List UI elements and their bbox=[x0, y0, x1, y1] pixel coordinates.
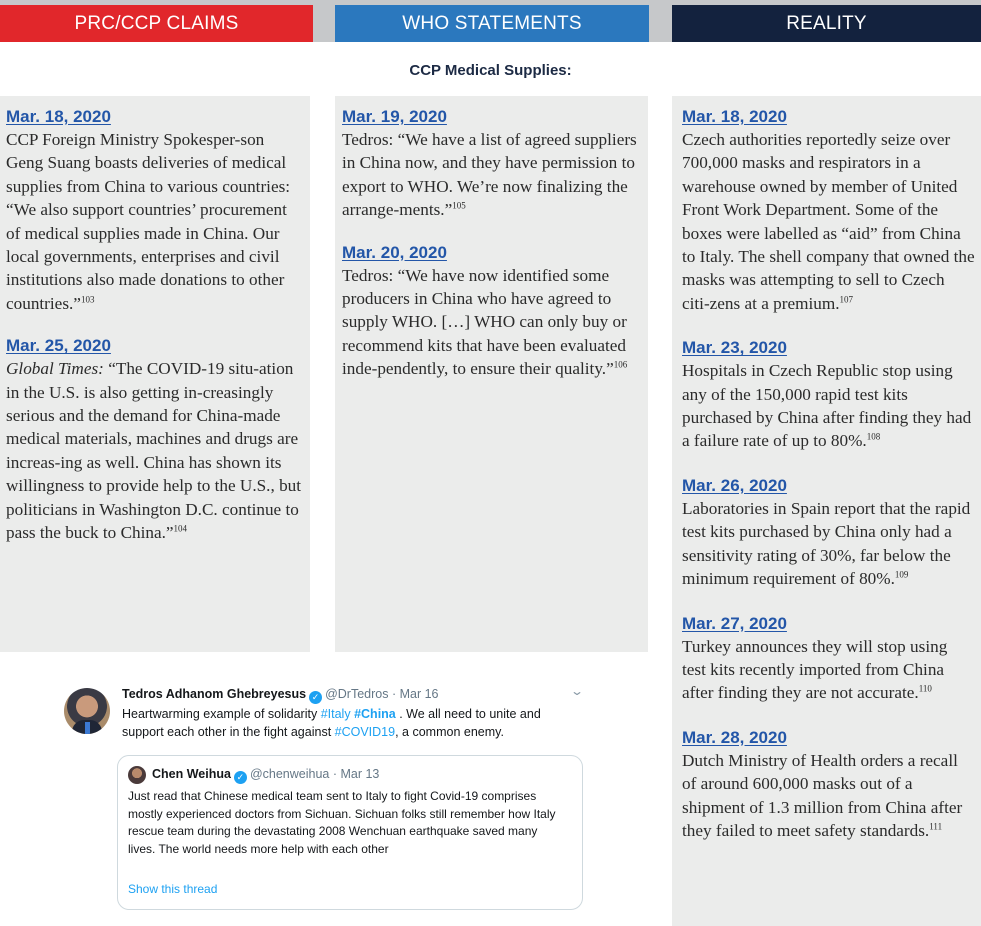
claim-source: Global Times: bbox=[6, 359, 104, 379]
footnote-ref: 103 bbox=[80, 294, 95, 305]
who-entry bbox=[342, 242, 642, 381]
reality-entry bbox=[682, 475, 975, 591]
claim-date-link[interactable]: Mar. 25, 2020 bbox=[6, 336, 111, 356]
tweet-separator: · bbox=[388, 687, 400, 701]
verified-badge-icon: ✓ bbox=[234, 771, 247, 784]
tweet-text: Heartwarming example of solidarity bbox=[122, 707, 321, 721]
who-body: Tedros: “We have a list of agreed suppliers in China now, and they have permission to export to WHO. We’re now finalizing the arrange-ments.” bbox=[342, 130, 637, 220]
footnote-ref: 111 bbox=[929, 821, 943, 832]
reality-date-link[interactable]: Mar. 26, 2020 bbox=[682, 475, 787, 495]
footnote-ref: 109 bbox=[894, 569, 909, 580]
who-body: Tedros: “We have now identified some producers in China who have agreed to supply WHO. […] WHO can only buy or recommend kits that have been evaluated inde-pendently, to ensure their quality.” bbox=[342, 265, 627, 379]
hashtag-link[interactable]: #Italy bbox=[320, 707, 351, 721]
tweet-text: , a common enemy. bbox=[395, 725, 504, 739]
footnote-ref: 107 bbox=[839, 294, 853, 305]
claim-body: “The COVID-19 situ-ation in the U.S. is also getting in-creasingly serious and the demand for China-made medical materials, machines and drugs are increas-ing as well. China has shown its willingness to provide help to the U.S., but politicians in Washington D.C. continue to pass the buck to China.” bbox=[6, 359, 302, 543]
reality-body: Hospitals in Czech Republic stop using any of the 150,000 rapid test kits purchased by China after finding they had a failure rate of up to 80%. bbox=[682, 361, 972, 451]
reality-text bbox=[682, 497, 975, 591]
reality-text bbox=[682, 635, 975, 705]
embedded-tweet bbox=[60, 680, 590, 920]
show-thread-link[interactable]: Show this thread bbox=[128, 882, 218, 896]
tweet-body bbox=[122, 705, 582, 741]
tweet-author-name[interactable]: Tedros Adhanom Ghebreyesus bbox=[122, 687, 307, 701]
reality-body: Laboratories in Spain report that the rapid test kits purchased by China only had a sensitivity rating of 30%, far below the minimum requirement of 80%. bbox=[682, 498, 971, 589]
tweet-separator: · bbox=[329, 767, 341, 781]
claims-panel bbox=[0, 96, 310, 652]
footnote-ref: 108 bbox=[866, 431, 881, 442]
tweet-timestamp[interactable]: Mar 16 bbox=[399, 687, 439, 701]
quoted-author-handle[interactable]: @chenweihua bbox=[249, 767, 330, 781]
quoted-tweet-body: Just read that Chinese medical team sent to Italy to fight Covid-19 comprises mostly experienced doctors from Sichuan. Sichuan folks still remember how Italy rescue team during the devastating 2008 Wenchuan earthquake saved many lives. The world needs more help with each other bbox=[128, 789, 556, 856]
reality-date-link[interactable]: Mar. 18, 2020 bbox=[682, 107, 787, 126]
quoted-author-name[interactable]: Chen Weihua bbox=[152, 767, 231, 781]
who-text bbox=[342, 264, 642, 381]
claim-date-link[interactable]: Mar. 18, 2020 bbox=[6, 107, 111, 126]
chevron-down-icon[interactable]: ⌄ bbox=[569, 684, 585, 698]
reality-date-link[interactable]: Mar. 28, 2020 bbox=[682, 727, 787, 747]
reality-date-link[interactable]: Mar. 23, 2020 bbox=[682, 338, 787, 358]
reality-text bbox=[682, 749, 975, 843]
who-date-link[interactable]: Mar. 20, 2020 bbox=[342, 242, 447, 262]
quoted-tweet-header bbox=[152, 767, 379, 784]
verified-badge-icon: ✓ bbox=[309, 691, 322, 704]
reality-text bbox=[682, 359, 975, 453]
tweet-header bbox=[122, 687, 439, 704]
who-entry bbox=[342, 106, 642, 222]
tweet-text: . We all need to unite and support each other in the fight against bbox=[122, 707, 541, 739]
reality-body: Czech authorities reportedly seize over 700,000 masks and respirators in a warehouse owned by member of United Front Work Department. Some of the boxes were labelled as “aid” from China to Italy. The shell company that owned the masks was attempting to sell to Czech citi-zens at a premium. bbox=[682, 130, 975, 313]
header-reality: REALITY bbox=[672, 5, 981, 42]
reality-entry bbox=[682, 613, 975, 705]
avatar-tie bbox=[85, 722, 90, 734]
footnote-ref: 106 bbox=[613, 359, 628, 370]
quoted-tweet[interactable] bbox=[117, 755, 583, 910]
quoted-avatar[interactable] bbox=[128, 766, 146, 784]
reality-panel bbox=[672, 96, 981, 926]
quoted-timestamp[interactable]: Mar 13 bbox=[340, 767, 380, 781]
hashtag-link[interactable]: #COVID19 bbox=[334, 725, 396, 739]
avatar[interactable] bbox=[64, 688, 110, 734]
reality-text bbox=[682, 128, 975, 315]
hashtag-link[interactable]: #China bbox=[354, 707, 396, 721]
claim-entry bbox=[6, 335, 304, 544]
section-subtitle: CCP Medical Supplies: bbox=[409, 62, 572, 79]
who-date-link[interactable]: Mar. 19, 2020 bbox=[342, 107, 447, 126]
reality-entry bbox=[682, 106, 975, 315]
reality-entry bbox=[682, 337, 975, 453]
claim-entry bbox=[6, 106, 304, 315]
reality-entry bbox=[682, 727, 975, 843]
claim-text bbox=[6, 357, 304, 544]
who-panel bbox=[335, 96, 648, 652]
claim-body: CCP Foreign Ministry Spokesper-son Geng Suang boasts deliveries of medical supplies from China to various countries: “We also support countries’ procurement of medical supplies made in China. Our local governments, enterprises and civil institutions also made donations to other countries.” bbox=[6, 130, 291, 313]
reality-body: Turkey announces they will stop using test kits recently imported from China after finding they are not accurate. bbox=[682, 636, 948, 703]
header-prc-ccp-claims: PRC/CCP CLAIMS bbox=[0, 5, 313, 42]
footnote-ref: 105 bbox=[452, 200, 466, 211]
footnote-ref: 104 bbox=[173, 523, 188, 534]
tweet-author-handle[interactable]: @DrTedros bbox=[325, 687, 389, 701]
reality-date-link[interactable]: Mar. 27, 2020 bbox=[682, 613, 787, 633]
header-who-statements: WHO STATEMENTS bbox=[335, 5, 649, 42]
footnote-ref: 110 bbox=[918, 683, 932, 694]
who-text bbox=[342, 128, 642, 222]
claim-text bbox=[6, 128, 304, 315]
reality-body: Dutch Ministry of Health orders a recall of around 600,000 masks out of a shipment of 1.3 million from China after they failed to meet safety standards. bbox=[682, 750, 963, 840]
